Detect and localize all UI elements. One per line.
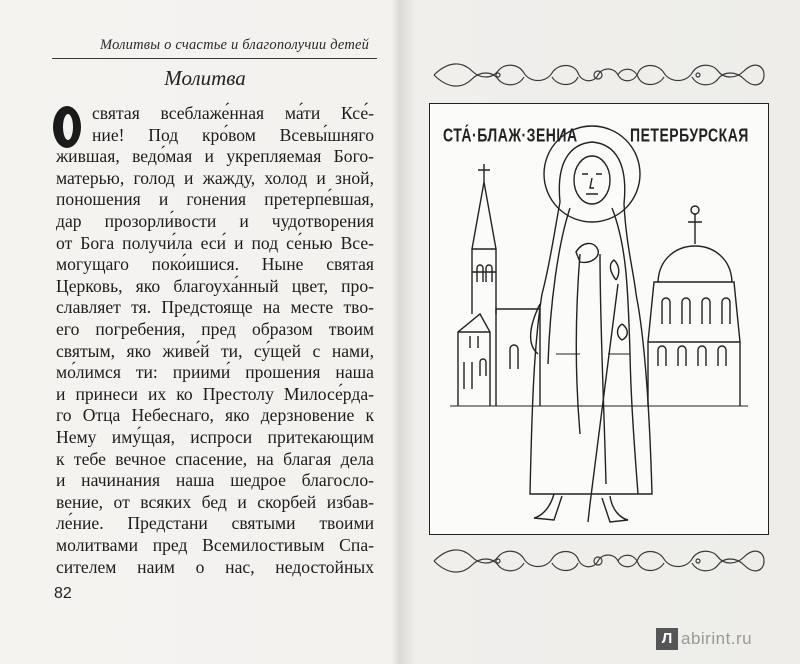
left-page bbox=[0, 0, 398, 664]
text-line: святая всеблаже́нная ма́ти Ксе́- bbox=[92, 103, 374, 123]
text-line: поношения и гонения претерпе́вшая, bbox=[56, 189, 374, 210]
icon-image-saint-xenia bbox=[429, 103, 769, 535]
top-ornament-band bbox=[428, 57, 768, 93]
running-head: Молитвы о счастье и благополучии детей bbox=[100, 37, 370, 53]
text-line: ле́ние. Предстани святыми твоими bbox=[56, 513, 374, 534]
right-page bbox=[402, 0, 800, 664]
text-line: вение, от всяких бед и скорбей избав- bbox=[56, 491, 374, 512]
bottom-ornament-band bbox=[428, 543, 768, 579]
text-line: от Бога получи́ла еси́ и под се́нью Все- bbox=[56, 232, 374, 253]
text-line: к тебе вечное спасение, на благая дела bbox=[56, 448, 374, 469]
watermark-text: abirint.ru bbox=[681, 629, 753, 648]
icon-inscription-left: СТА́·БЛАЖ·ЗЕНИА bbox=[443, 124, 578, 146]
text-line: славляет тя. Предстояще на месте тво- bbox=[56, 297, 374, 318]
text-line: молитвами пред Всемилостивым Спа- bbox=[56, 535, 374, 555]
header-rule bbox=[52, 58, 377, 59]
text-line: его погребения, пред образом твоим bbox=[56, 319, 374, 339]
text-line: Нему иму́щая, испроси притекающим bbox=[56, 427, 374, 447]
text-line: дар прозорли́вости и чудотворения bbox=[56, 211, 374, 231]
text-line: сителем наим о нас, недостойных bbox=[56, 556, 374, 577]
page-number: 82 bbox=[54, 585, 72, 602]
icon-drawing bbox=[430, 104, 768, 534]
text-line: матерью, голод и жажду, холод и зной, bbox=[56, 167, 374, 188]
text-line: Церковь, яко благоуха́нный цвет, про- bbox=[56, 275, 374, 296]
text-line: ние! Под кро́вом Всевы́шняго bbox=[92, 124, 374, 145]
icon-inscription-right: ПЕТЕРБУРСКАЯ bbox=[630, 124, 749, 146]
text-line: могущаго поко́ишися. Ныне святая bbox=[56, 254, 374, 275]
prayer-title: Молитва bbox=[164, 66, 246, 90]
text-line: и принеси их ко Престолу Милосе́рда- bbox=[56, 383, 374, 404]
labirint-logo-badge: Л bbox=[656, 628, 678, 650]
text-line: жившая, ведо́мая и укрепляемая Бого- bbox=[56, 146, 374, 167]
text-line: го Отца Небеснаго, яко дерзновение к bbox=[56, 405, 374, 426]
text-line: святым, яко живе́й ти, су́щей с нами, bbox=[56, 340, 374, 361]
text-line: мо́лимся ти: приими́ прошения наша bbox=[56, 362, 374, 383]
text-line: и начинания наша шедрое благосло- bbox=[56, 470, 374, 491]
